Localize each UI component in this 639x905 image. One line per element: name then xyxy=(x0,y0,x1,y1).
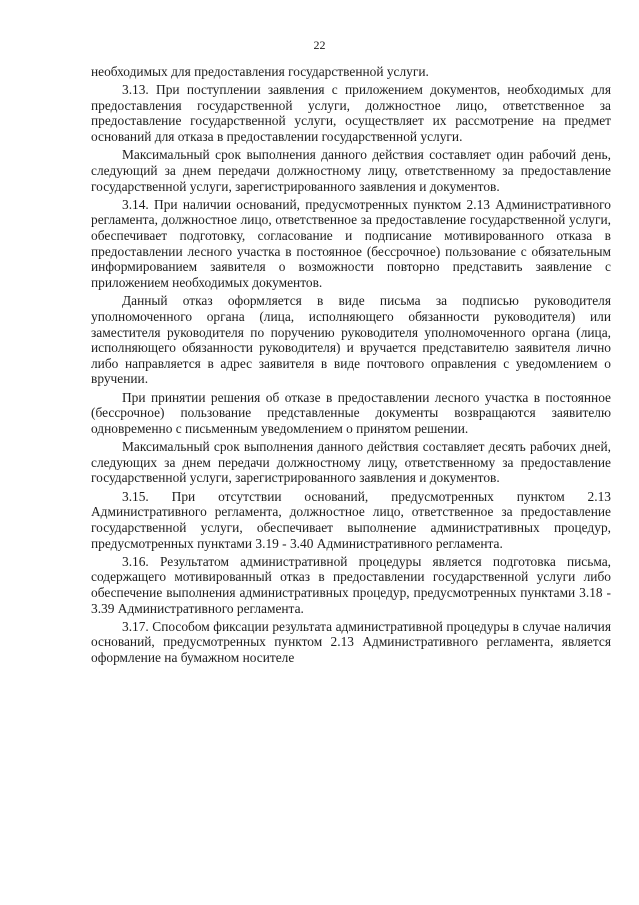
paragraph: Максимальный срок выполнения данного действия составляет десять рабочих дней, следующих за днем передачи должностному лицу, ответственному за предоставление государственной услуги, зарегистрированного заявления и документов. xyxy=(91,439,611,486)
body-text xyxy=(91,64,611,668)
paragraph: При принятии решения об отказе в предоставлении лесного участка в постоянное (бессрочное) пользование представленные документы возвращаются заявителю одновременно с письменным уведомлением о принятом решении. xyxy=(91,389,611,436)
paragraph: 3.15. При отсутствии оснований, предусмотренных пунктом 2.13 Административного регламента, должностное лицо, ответственное за предоставление государственной услуги, обеспечивает выполнение административных процедур, предусмотренных пунктами 3.19 - 3.40 Административного регламента. xyxy=(91,488,611,551)
paragraph: 3.16. Результатом административной процедуры является подготовка письма, содержащего мотивированный отказ в предоставлении государственной услуги либо обеспечение выполнения административных процедур, предусмотренных пунктами 3.18 - 3.39 Административного регламента. xyxy=(91,553,611,616)
paragraph: 3.14. При наличии оснований, предусмотренных пунктом 2.13 Административного регламента, должностное лицо, ответственное за предоставление государственной услуги, обеспечивает подготовку, согласование и подписание мотивированного отказа в предоставлении лесного участка в постоянное (бессрочное) пользование с обязательным информированием заявителя о возможности повторно представить заявление с приложением необходимых документов. xyxy=(91,196,611,291)
paragraph: необходимых для предоставления государственной услуги. xyxy=(91,64,429,79)
paragraph: 3.17. Способом фиксации результата административной процедуры в случае наличия оснований, предусмотренных пунктом 2.13 Административного регламента, является оформление на бумажном носителе xyxy=(91,618,611,666)
page-number: 22 xyxy=(313,38,326,52)
paragraph: Максимальный срок выполнения данного действия составляет один рабочий день, следующий за днем передачи должностному лицу, ответственному за предоставление государственной услуги, зарегистрированного заявления и документов. xyxy=(91,147,611,194)
paragraph: 3.13. При поступлении заявления с приложением документов, необходимых для предоставления государственной услуги, должностное лицо, ответственное за предоставление государственной услуги, осуществляет их рассмотрение на предмет оснований для отказа в предоставлении государственной услуги. xyxy=(91,82,611,145)
paragraph: Данный отказ оформляется в виде письма за подписью руководителя уполномоченного органа (лица, исполняющего обязанности руководителя) или заместителя руководителя по поручению руководителя уполномоченного органа (лица, исполняющего обязанности руководителя) и вручается представителю заявителя лично либо направляется в адрес заявителя в виде почтового оправления с уведомлением о вручении. xyxy=(91,293,611,387)
